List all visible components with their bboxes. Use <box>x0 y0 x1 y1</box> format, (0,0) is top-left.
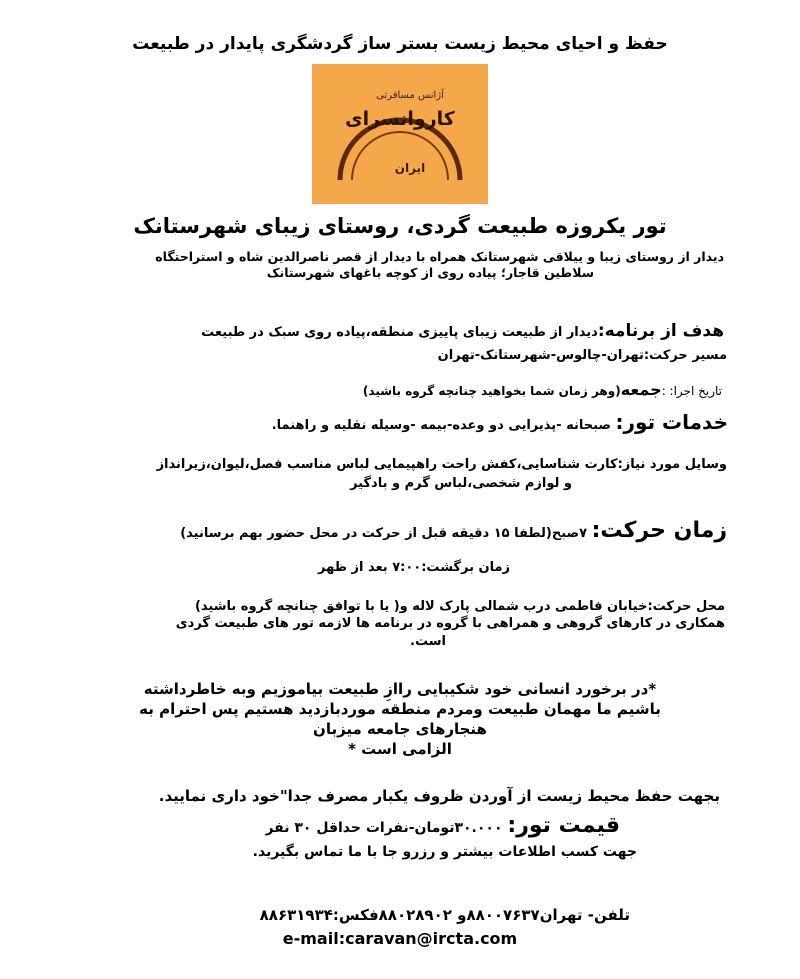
services-label: خدمات تور: <box>615 410 728 434</box>
tour-description-line2: سلاطین قاجار؛ پیاده روی از کوچه باغهای شهرستانک <box>266 265 594 280</box>
date-note: (وهر زمان شما بخواهید چنانچه گروه باشید) <box>362 384 621 398</box>
email-address[interactable]: e-mail:caravan@ircta.com <box>282 929 518 948</box>
tour-description-line1: دیدار از روستای زیبا و ییلاقی شهرستانک همراه با دیدار از قصر ناصرالدین شاه و استراحتگاه <box>155 249 724 264</box>
environment-note: بجهت حفظ محیط زیست از آوردن ظروف یکبار مصرف جدا"خود داری نمایید. <box>158 787 720 805</box>
contact-info-note: جهت کسب اطلاعات بیشتر و رزرو جا با ما تماس بگیرید. <box>252 844 637 860</box>
note-line2: باشیم ما مهمان طبیعت ومردم منطقه موردبازدید هستیم پس احترام به <box>139 700 661 718</box>
meeting-place-line2: همکاری در کارهای گروهی و همراهی با گروه در برنامه ها لازمه تور های طبیعت گردی <box>175 616 725 631</box>
phone-fax: تلفن- تهران۸۸۰۰۷۶۳۷و ۸۸۰۲۸۹۰۲فکس:۸۸۶۳۱۹۳۴ <box>259 906 630 924</box>
logo-country: ایران <box>394 161 426 175</box>
route-line: مسیر حرکت:تهران-چالوس-شهرستانک-تهران <box>437 348 727 363</box>
note-line1: *در برخورد انسانی خود شکیبایی راازِ طبیعت بیاموزیم وبه خاطرداشته <box>143 680 657 698</box>
logo-tagline: آژانس مسافرتی <box>376 90 444 101</box>
equipment-line2: و لوازم شخصی،لباس گرم و بادگیر <box>350 476 572 491</box>
equipment-line1: وسایل مورد نیاز:کارت شناسایی،کفش راحت راهپیمایی لباس مناسب فصل،لیوان،زیرانداز <box>156 457 727 472</box>
services-line <box>272 410 728 434</box>
goal-text: دیدار از طبیعت زیبای پاییزی منطقه،پیاده روی سبک در طبیعت <box>201 325 598 340</box>
note-line3: هنجارهای جامعه میزبان <box>313 720 487 738</box>
return-time: زمان برگشت:۷:۰۰ بعد از ظهر <box>318 560 510 575</box>
departure-label: زمان حرکت: <box>591 518 727 543</box>
services-text: صبحانه -پذیرایی دو وعده-بیمه -وسیله نقلیه و راهنما. <box>271 418 616 433</box>
meeting-place-line3: است. <box>410 634 446 649</box>
date-line <box>363 380 722 399</box>
price-line <box>265 813 620 838</box>
program-goal <box>201 321 724 341</box>
note-line4: الزامی است * <box>348 740 452 758</box>
price-text: ۳۰.۰۰۰تومان-نفرات حداقل ۳۰ نفر <box>265 820 508 836</box>
departure-text: ۷صبح(لطفا ۱۵ دقیقه قبل از حرکت در محل حضور بهم برسانید) <box>180 526 592 541</box>
date-label: تاریخ اجرا: : <box>661 384 722 398</box>
meeting-place-line1: محل حرکت:خیابان فاطمی درب شمالی پارک لاله و( یا با توافق چنانچه گروه باشید) <box>194 599 725 614</box>
logo-name: کاروانسرای <box>345 108 455 130</box>
price-label: قیمت تور: <box>507 813 620 838</box>
date-day: جمعه <box>620 380 662 399</box>
headline: حفظ و احیای محیط زیست بستر ساز گردشگری پایدار در طبیعت <box>132 34 668 54</box>
goal-label: هدف از برنامه: <box>597 321 724 341</box>
tour-title: تور یکروزه طبیعت گردی، روستای زیبای شهرستانک <box>133 214 667 238</box>
departure-line <box>180 518 727 543</box>
company-logo <box>312 64 488 204</box>
logo-arc-icon <box>312 64 488 204</box>
